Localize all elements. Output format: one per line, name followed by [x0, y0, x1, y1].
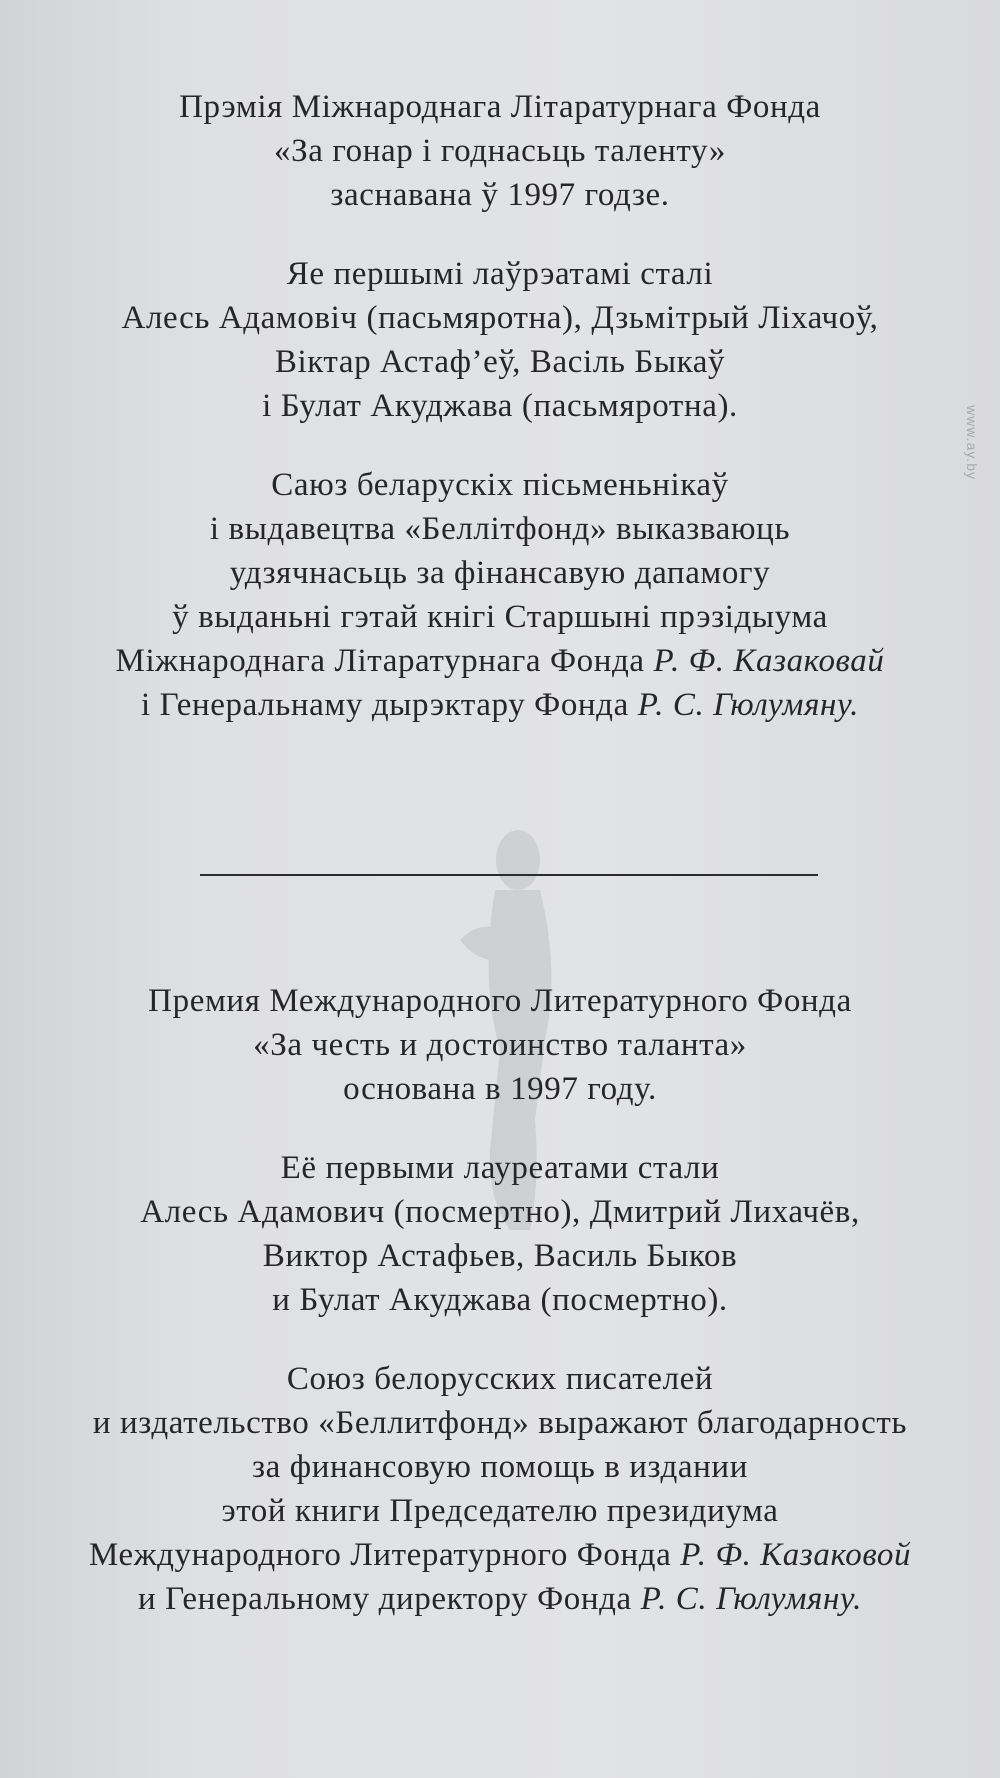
text-line: Віктар Астаф’еў, Васіль Быкаў	[274, 344, 726, 380]
text-line: этой книги Председателю президиума	[221, 1493, 779, 1529]
text-line: заснавана ў 1997 годзе.	[330, 177, 670, 213]
text-line: Прэмія Міжнароднага Літаратурнага Фонда	[179, 89, 821, 125]
text-segment: и Генеральному директору Фонда	[138, 1581, 632, 1617]
russian-text-block	[0, 979, 1000, 1621]
text-line: Виктор Астафьев, Василь Быков	[262, 1238, 738, 1274]
person-name: Р. С. Гюлумяну.	[640, 1581, 862, 1617]
watermark: www.ay.by	[964, 405, 980, 480]
text-line: «За гонар і годнасьць таленту»	[274, 133, 726, 169]
text-line: Яе першымі лаўрэатамі сталі	[286, 256, 714, 292]
text-segment: і Генеральнаму дырэктару Фонда	[140, 687, 629, 723]
text-line: Саюз беларускіх пісьменьнікаў	[271, 467, 729, 503]
text-line: Премия Международного Литературного Фонда	[148, 983, 852, 1019]
separator-rule	[200, 874, 818, 876]
person-name: Р. Ф. Казаковай	[653, 643, 885, 679]
text-line: ў выданьні гэтай кнігі Старшыні прэзідыума	[172, 599, 828, 635]
text-line: Союз белорусских писателей	[286, 1361, 714, 1397]
text-line	[0, 1577, 1000, 1621]
text-line: «За честь и достоинство таланта»	[253, 1027, 747, 1063]
text-line	[0, 639, 1000, 683]
text-segment: Международного Литературного Фонда	[88, 1537, 672, 1573]
text-line	[0, 1533, 1000, 1577]
text-line	[0, 683, 1000, 727]
text-line: Алесь Адамович (посмертно), Дмитрий Лихачёв,	[140, 1194, 860, 1230]
text-line: основана в 1997 году.	[343, 1071, 657, 1107]
text-line: і выдавецтва «Беллітфонд» выказваюць	[209, 511, 791, 547]
text-line: удзячнасьць за фінансавую дапамогу	[229, 555, 771, 591]
text-line: Её первыми лауреатами стали	[280, 1150, 720, 1186]
text-line: Алесь Адамовіч (пасьмяротна), Дзьмітрый Ліхачоў,	[121, 300, 879, 336]
text-line: і Булат Акуджава (пасьмяротна).	[262, 388, 738, 424]
text-line: за финансовую помощь в издании	[252, 1449, 748, 1485]
text-segment: Міжнароднага Літаратурнага Фонда	[115, 643, 645, 679]
person-name: Р. Ф. Казаковой	[680, 1537, 912, 1573]
person-name: Р. С. Гюлумяну.	[637, 687, 859, 723]
belarusian-text-block	[0, 85, 1000, 727]
text-line: и Булат Акуджава (посмертно).	[272, 1282, 728, 1318]
text-line: и издательство «Беллитфонд» выражают благодарность	[92, 1405, 908, 1441]
